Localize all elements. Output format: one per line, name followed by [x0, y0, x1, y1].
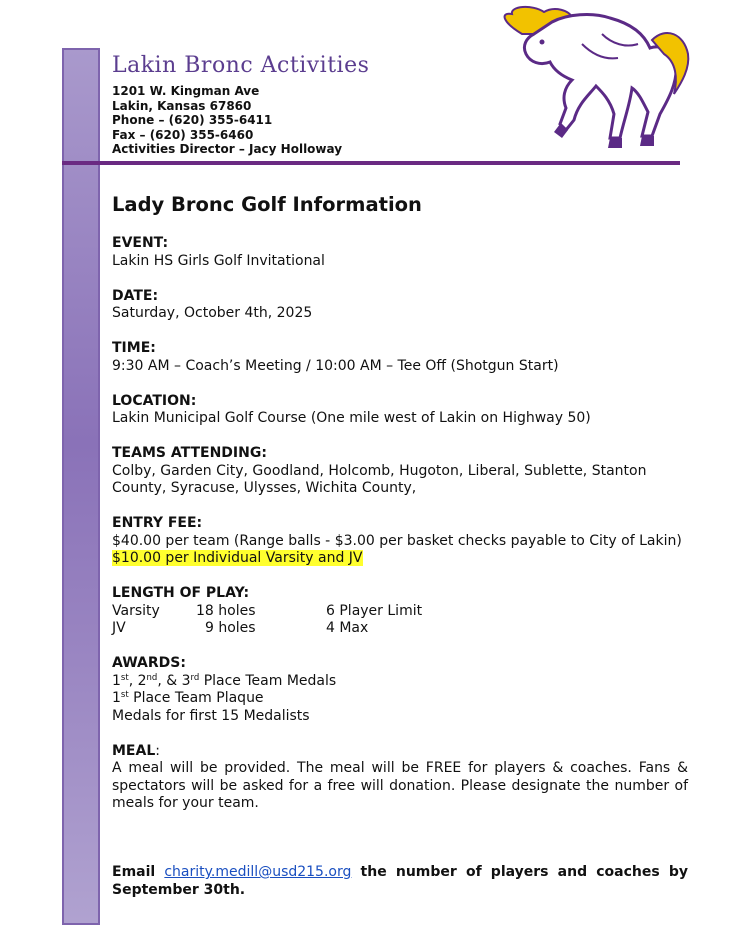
- email-instructions: [112, 864, 688, 899]
- length-section: [112, 585, 688, 638]
- teams-section: [112, 445, 688, 498]
- awards-suffix: st: [120, 690, 129, 700]
- awards-medals: 1st, 2nd, & 3rd Place Team Medals: [112, 672, 337, 689]
- awards-suffix: rd: [190, 672, 200, 683]
- length-limit: 6 Player Limit: [326, 602, 423, 619]
- length-level: Varsity: [112, 602, 160, 619]
- awards-place: 1: [112, 672, 121, 689]
- meal-label: MEAL: [112, 742, 156, 759]
- length-limit: 4 Max: [326, 620, 369, 636]
- time-value: 9:30 AM – Coach’s Meeting / 10:00 AM – Tee Off (Shotgun Start): [112, 357, 559, 374]
- date-value: Saturday, October 4th, 2025: [112, 305, 313, 321]
- location-label: LOCATION:: [112, 392, 197, 409]
- date-label: DATE:: [112, 287, 159, 304]
- email-link[interactable]: charity.medill@usd215.org: [164, 864, 352, 880]
- letterhead: [112, 52, 369, 157]
- bronco-mascot-icon: [492, 4, 692, 154]
- teams-value: Colby, Garden City, Goodland, Holcomb, Hugoton, Liberal, Sublette, Stanton County, Syracuse, Ulysses, Wichita County,: [112, 462, 647, 496]
- awards-medals-text: Place Team Medals: [203, 672, 337, 689]
- meal-colon: :: [155, 742, 160, 759]
- teams-label: TEAMS ATTENDING:: [112, 445, 267, 461]
- length-label: LENGTH OF PLAY:: [112, 585, 250, 601]
- location-value: Lakin Municipal Golf Course (One mile west of Lakin on Highway 50): [112, 410, 591, 426]
- city-line: Lakin, Kansas 67860: [112, 98, 252, 113]
- location-section: [112, 393, 688, 428]
- awards-plaque-text: Place Team Plaque: [133, 690, 264, 706]
- length-level: JV: [112, 620, 126, 636]
- page-title: Lady Bronc Golf Information: [112, 193, 422, 216]
- entry-fee-section: [112, 515, 688, 568]
- awards-place: & 3: [166, 672, 191, 689]
- address-line: 1201 W. Kingman Ave: [112, 84, 260, 98]
- time-label: TIME:: [112, 340, 156, 356]
- phone-line: Phone – (620) 355-6411: [112, 113, 273, 128]
- awards-medalists: Medals for first 15 Medalists: [112, 707, 310, 724]
- entry-fee-individual: $10.00 per Individual Varsity and JV: [112, 550, 363, 566]
- sidebar-bar: [62, 48, 100, 925]
- time-section: [112, 340, 688, 375]
- org-title: Lakin Bronc Activities: [112, 53, 370, 78]
- awards-suffix: st: [120, 672, 129, 683]
- document-body: [112, 192, 688, 830]
- length-holes: 18 holes: [196, 602, 256, 619]
- entry-fee-label: ENTRY FEE:: [112, 515, 203, 531]
- meal-section: [112, 743, 688, 813]
- length-row: [112, 620, 688, 638]
- director-line: Activities Director – Jacy Holloway: [112, 142, 343, 157]
- awards-plaque: [112, 690, 688, 708]
- meal-value: A meal will be provided. The meal will be FREE for players & coaches. Fans & spectators will be asked for a free will donation. Please designate the number of meals for your team.: [112, 760, 688, 811]
- entry-fee-team: $40.00 per team (Range balls - $3.00 per basket checks payable to City of Lakin): [112, 532, 682, 549]
- awards-place: 1: [112, 690, 121, 706]
- awards-section: [112, 655, 688, 725]
- length-holes: 9 holes: [205, 620, 256, 636]
- event-section: [112, 235, 688, 270]
- header-divider: [62, 161, 680, 165]
- awards-suffix: nd: [146, 672, 158, 683]
- length-row: [112, 603, 688, 621]
- awards-label: AWARDS:: [112, 655, 186, 671]
- awards-place: 2: [137, 672, 147, 689]
- event-value: Lakin HS Girls Golf Invitational: [112, 252, 325, 269]
- email-suffix: the number of players and coaches by September 30th.: [112, 864, 688, 898]
- email-prefix: Email: [112, 864, 156, 880]
- date-section: [112, 288, 688, 323]
- event-label: EVENT:: [112, 235, 169, 251]
- fax-line: Fax – (620) 355-6460: [112, 127, 254, 142]
